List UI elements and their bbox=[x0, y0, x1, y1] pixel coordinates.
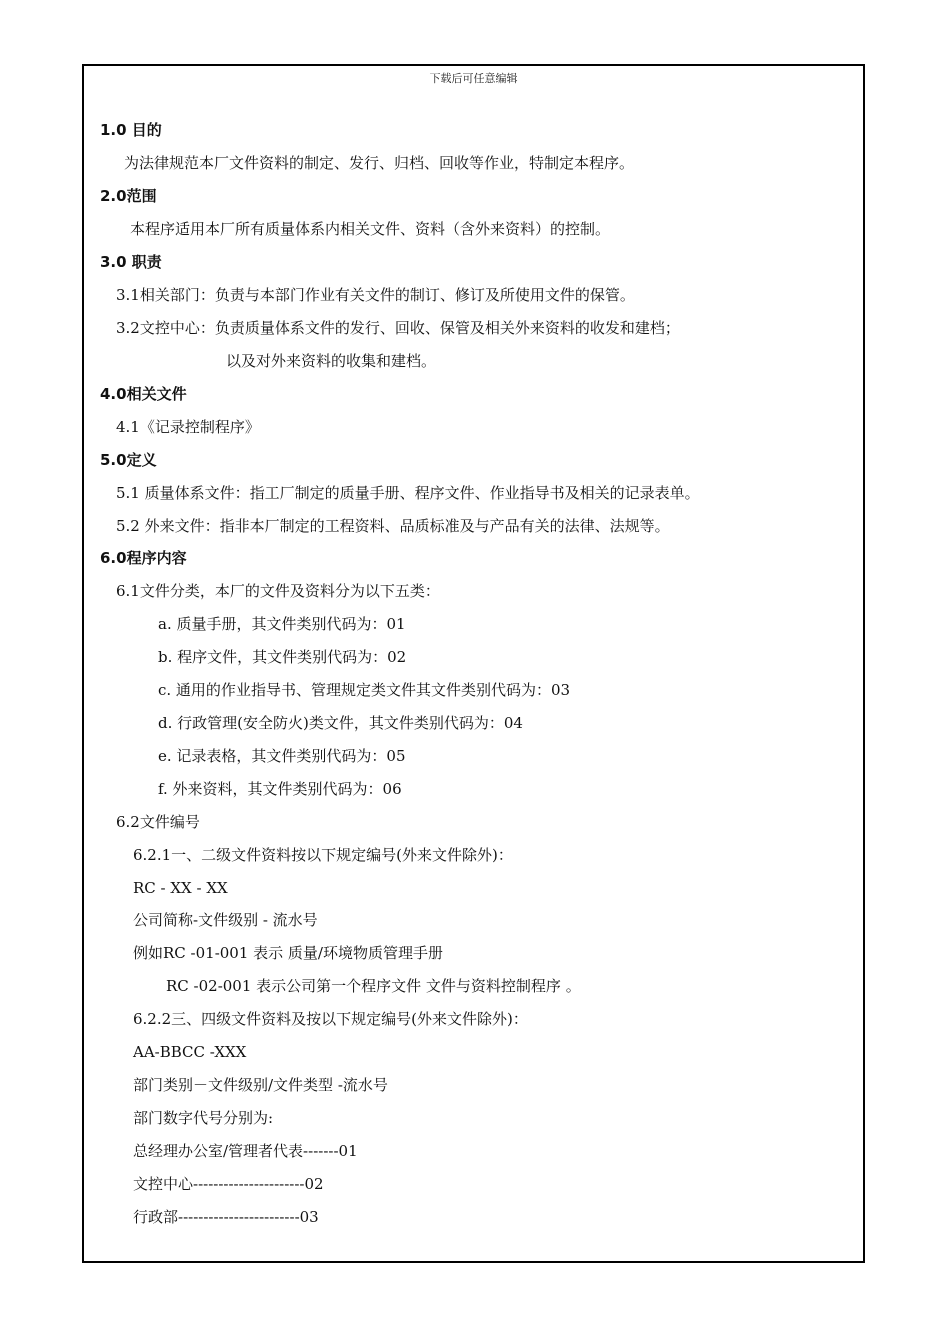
section-5-2: 5.2 外来文件：指非本厂制定的工程资料、品质标准及与产品有关的法律、法规等。 bbox=[116, 517, 670, 535]
numbering-line: 文控中心----------------------02 bbox=[133, 1175, 324, 1193]
numbering-line: 部门类别－文件级别/文件类型 -流水号 bbox=[133, 1076, 388, 1094]
numbering-line: 公司简称-文件级别 - 流水号 bbox=[133, 911, 318, 929]
category-item: a. 质量手册，其文件类别代码为：01 bbox=[158, 615, 406, 633]
numbering-line: 部门数字代号分别为: bbox=[133, 1109, 274, 1127]
category-item: d. 行政管理(安全防火)类文件，其文件类别代码为：04 bbox=[158, 714, 523, 732]
category-item: f. 外来资料，其文件类别代码为：06 bbox=[158, 780, 402, 798]
section-6-2: 6.2文件编号 bbox=[116, 813, 200, 831]
section-1-text: 为法律规范本厂文件资料的制定、发行、归档、回收等作业，特制定本程序。 bbox=[124, 154, 635, 172]
numbering-line: 总经理办公室/管理者代表-------01 bbox=[133, 1142, 358, 1160]
section-2-text: 本程序适用本厂所有质量体系内相关文件、资料（含外来资料）的控制。 bbox=[130, 220, 611, 238]
section-3-2: 3.2文控中心：负责质量体系文件的发行、回收、保管及相关外来资料的收发和建档； bbox=[116, 319, 680, 337]
section-6-1: 6.1文件分类，本厂的文件及资料分为以下五类： bbox=[116, 582, 440, 600]
section-6-title: 6.0程序内容 bbox=[100, 549, 187, 567]
category-item: e. 记录表格，其文件类别代码为：05 bbox=[158, 747, 406, 765]
numbering-line: 6.2.2三、四级文件资料及按以下规定编号(外来文件除外)： bbox=[133, 1010, 528, 1028]
section-5-title: 5.0定义 bbox=[100, 451, 157, 469]
section-4-title: 4.0相关文件 bbox=[100, 385, 187, 403]
numbering-line: AA-BBCC -XXX bbox=[133, 1043, 247, 1061]
numbering-line: RC -02-001 表示公司第一个程序文件 文件与资料控制程序 。 bbox=[166, 977, 581, 995]
section-1-title: 1.0 目的 bbox=[100, 121, 162, 139]
section-2-title: 2.0范围 bbox=[100, 187, 157, 205]
section-3-title: 3.0 职责 bbox=[100, 253, 162, 271]
numbering-line: RC - XX - XX bbox=[133, 879, 228, 897]
section-5-1: 5.1 质量体系文件：指工厂制定的质量手册、程序文件、作业指导书及相关的记录表单。 bbox=[116, 484, 700, 502]
section-3-1: 3.1相关部门：负责与本部门作业有关文件的制订、修订及所使用文件的保管。 bbox=[116, 286, 635, 304]
category-item: b. 程序文件，其文件类别代码为：02 bbox=[158, 648, 407, 666]
numbering-line: 例如RC -01-001 表示 质量/环境物质管理手册 bbox=[133, 944, 443, 962]
numbering-line: 行政部------------------------03 bbox=[133, 1208, 319, 1226]
category-item: c. 通用的作业指导书、管理规定类文件其文件类别代码为：03 bbox=[158, 681, 571, 699]
numbering-line: 6.2.1一、二级文件资料按以下规定编号(外来文件除外)： bbox=[133, 846, 513, 864]
section-4-1: 4.1《记录控制程序》 bbox=[116, 418, 260, 436]
header-note: 下载后可任意编辑 bbox=[429, 72, 518, 85]
section-3-2-continued: 以及对外来资料的收集和建档。 bbox=[226, 352, 437, 370]
